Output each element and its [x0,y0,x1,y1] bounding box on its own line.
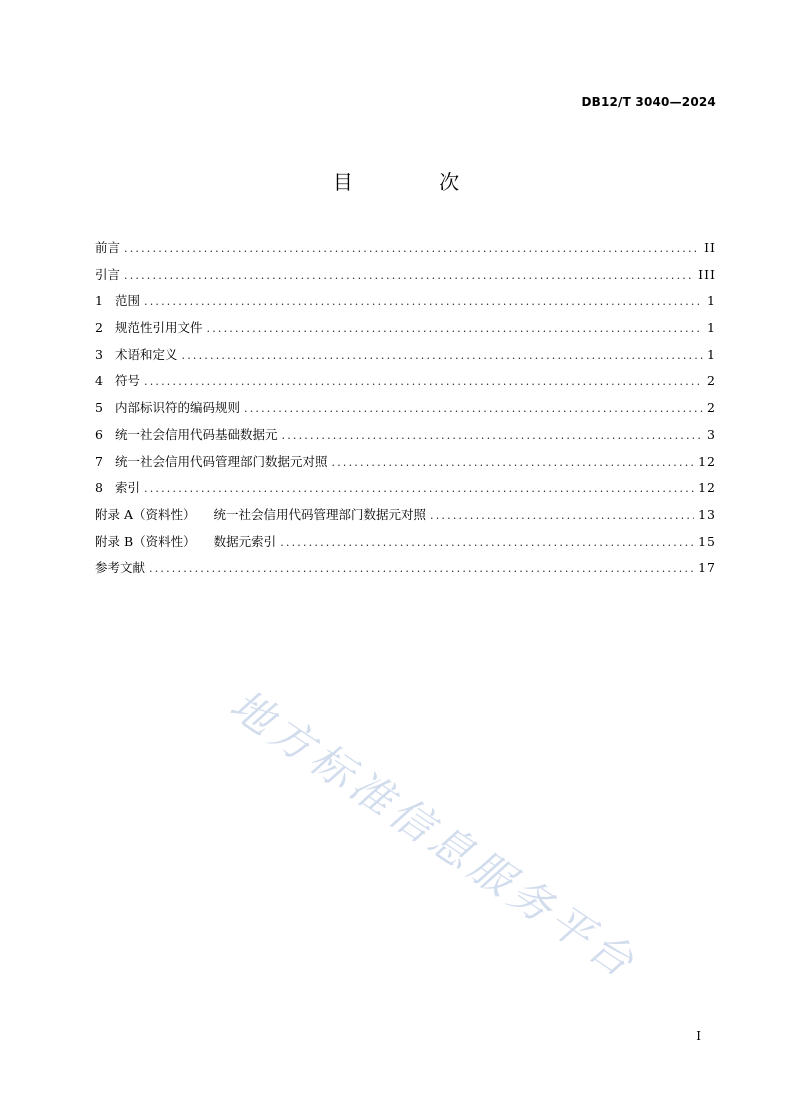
toc-appendix-label: 附录 B（资料性） [95,533,196,549]
document-code: DB12/T 3040—2024 [581,95,716,109]
toc-appendix-label: 附录 A（资料性） [95,506,196,522]
toc-entry-label [95,345,178,363]
toc-entry-label [95,425,278,443]
toc-entry-page: 1 [707,320,716,336]
toc-entry-label [95,452,328,470]
toc-entry-foreword[interactable] [95,238,716,265]
toc-entry-bibliography[interactable] [95,558,716,585]
toc-entry-text: 术语和定义 [115,346,178,362]
toc-entry-number: 7 [95,453,103,469]
toc-entry-normative-references[interactable] [95,318,716,345]
watermark: 地方标准信息服务平台 [221,679,647,989]
toc-entry-page: III [698,266,716,282]
toc-entry-label: 引言 [95,266,121,282]
toc-entry-page: 1 [707,293,716,309]
toc-entry-text: 范围 [115,293,141,309]
toc-leader-dots [282,429,704,442]
toc-leader-dots [244,402,703,415]
page-title: 目 次 [332,170,500,194]
toc-entry-text: 内部标识符的编码规则 [115,400,241,416]
toc-entry-page: 1 [707,346,716,362]
toc-entry-number: 5 [95,400,103,416]
toc-leader-dots [144,375,703,388]
toc-entry-label [95,505,426,523]
toc-entry-label [95,478,140,496]
toc-entry-index[interactable] [95,478,716,505]
toc-entry-symbols[interactable] [95,371,716,398]
toc-entry-number: 4 [95,373,103,389]
toc-entry-label [95,318,203,336]
toc-entry-appendix-a[interactable] [95,505,716,532]
page-number: I [696,1029,701,1043]
toc-entry-page: 17 [698,560,716,576]
toc-entry-page: 3 [707,426,716,442]
toc-entry-terms-definitions[interactable] [95,345,716,372]
toc-leader-dots [430,509,694,522]
toc-entry-number: 3 [95,346,103,362]
toc-entry-text: 规范性引用文件 [115,320,203,336]
toc-entry-label: 前言 [95,240,121,255]
toc-entry-scope[interactable] [95,291,716,318]
toc-entry-text: 索引 [115,480,141,496]
toc-entry-number: 1 [95,293,103,309]
table-of-contents [95,238,716,585]
toc-entry-text: 统一社会信用代码管理部门数据元对照 [115,453,328,469]
toc-entry-page: 2 [707,400,716,416]
toc-leader-dots [207,322,704,335]
toc-entry-number: 8 [95,480,103,496]
toc-appendix-title: 统一社会信用代码管理部门数据元对照 [213,506,427,522]
toc-entry-basic-data-elements[interactable] [95,425,716,452]
toc-entry-page: II [704,240,716,255]
toc-entry-page: 13 [698,506,716,522]
toc-entry-label [95,532,276,550]
toc-entry-introduction[interactable] [95,265,716,292]
toc-entry-number: 6 [95,426,103,442]
toc-entry-label [95,398,240,416]
toc-entry-page: 15 [698,533,716,549]
toc-leader-dots [144,295,703,308]
toc-entry-department-mapping[interactable] [95,452,716,479]
toc-leader-dots [332,456,695,469]
toc-entry-text: 符号 [115,373,141,389]
toc-entry-label: 参考文献 [95,560,146,576]
toc-appendix-title: 数据元索引 [213,533,277,549]
toc-entry-page: 12 [698,453,716,469]
toc-leader-dots [124,269,694,282]
toc-leader-dots [182,349,704,362]
toc-entry-number: 2 [95,320,103,336]
toc-entry-page: 12 [698,480,716,496]
toc-entry-appendix-b[interactable] [95,532,716,559]
toc-entry-coding-rules[interactable] [95,398,716,425]
toc-entry-page: 2 [707,373,716,389]
toc-entry-label [95,291,140,309]
toc-entry-text: 统一社会信用代码基础数据元 [115,426,278,442]
toc-leader-dots [124,242,700,255]
toc-leader-dots [280,536,694,549]
toc-leader-dots [149,562,694,575]
toc-leader-dots [144,482,694,495]
toc-entry-label [95,371,140,389]
